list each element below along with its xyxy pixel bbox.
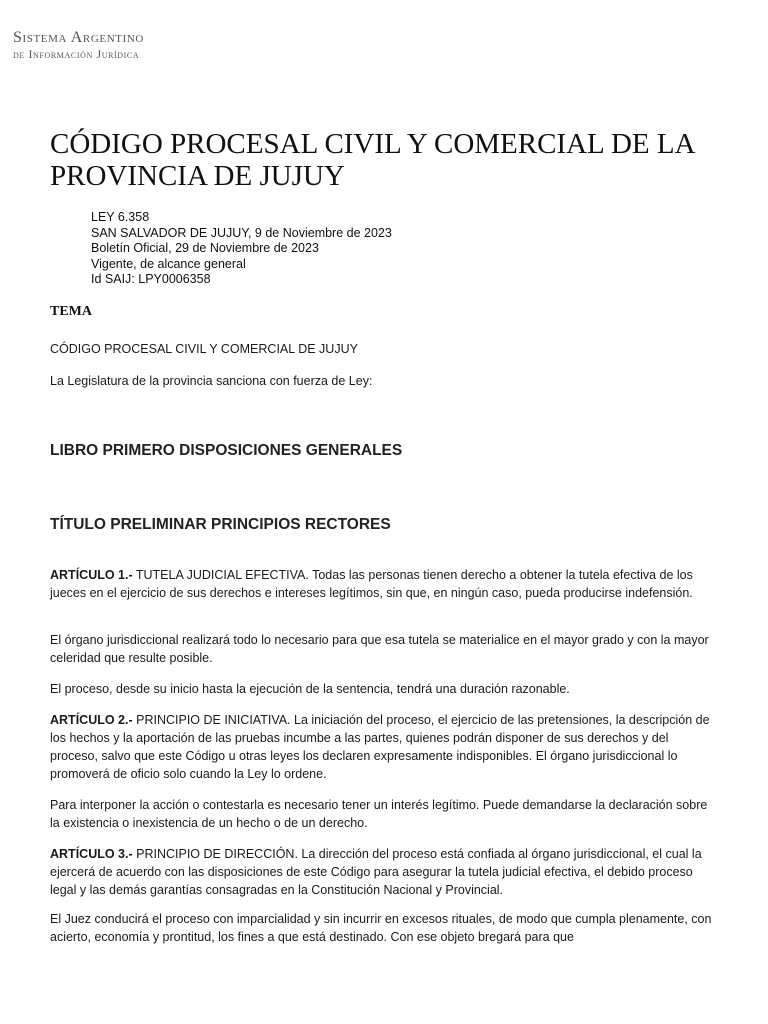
enactment-clause: La Legislatura de la provincia sanciona con fuerza de Ley: bbox=[50, 374, 373, 388]
article-2 bbox=[50, 711, 715, 783]
article-1 bbox=[50, 566, 715, 602]
validity: Vigente, de alcance general bbox=[91, 256, 246, 271]
official-bulletin: Boletín Oficial, 29 de Noviembre de 2023 bbox=[91, 241, 319, 255]
tema-text: CÓDIGO PROCESAL CIVIL Y COMERCIAL DE JUJUY bbox=[50, 342, 358, 356]
law-metadata bbox=[91, 210, 392, 288]
article-2-label: ARTÍCULO 2.- bbox=[50, 713, 133, 727]
article-1-text: TUTELA JUDICIAL EFECTIVA. Todas las personas tienen derecho a obtener la tutela efectiva de los jueces en el ejercicio de sus derechos e intereses legítimos, sin que, en ningún caso, pueda producirse indefensión. bbox=[50, 568, 693, 600]
book-heading: LIBRO PRIMERO DISPOSICIONES GENERALES bbox=[50, 442, 403, 459]
article-3-label: ARTÍCULO 3.- bbox=[50, 847, 133, 861]
article-2-paragraph-2: Para interponer la acción o contestarla es necesario tener un interés legítimo. Puede demandarse la declaración sobre la existencia o inexistencia de un hecho o de un derecho. bbox=[50, 798, 708, 830]
document-title: CÓDIGO PROCESAL CIVIL Y COMERCIAL DE LA PROVINCIA DE JUJUY bbox=[50, 128, 694, 192]
article-3-paragraph-2: El Juez conducirá el proceso con imparcialidad y sin incurrir en excesos rituales, de modo que cumpla plenamente, con acierto, economía y prontitud, los fines a que está destinado. Con ese objeto bregará para que bbox=[50, 912, 712, 944]
logo-line-2: de Información Jurídica bbox=[13, 47, 140, 61]
law-number: LEY 6.358 bbox=[91, 210, 150, 224]
article-1-label: ARTÍCULO 1.- bbox=[50, 568, 133, 582]
saij-id: Id SAIJ: LPY0006358 bbox=[91, 272, 211, 286]
place-date: SAN SALVADOR DE JUJUY, 9 de Noviembre de 2023 bbox=[91, 225, 392, 240]
logo-line-1: Sistema Argentino bbox=[13, 29, 144, 46]
tema-heading: TEMA bbox=[50, 304, 92, 319]
article-3 bbox=[50, 845, 715, 899]
article-3-text: PRINCIPIO DE DIRECCIÓN. La dirección del proceso está confiada al órgano jurisdiccional, el cual la ejercerá de acuerdo con las disposiciones de este Código para asegurar la tutela judicial efectiva, el debido proceso legal y las demás garantías consagradas en la Constitución Nacional y Provincial. bbox=[50, 847, 702, 897]
article-1-paragraph-2: El órgano jurisdiccional realizará todo lo necesario para que esa tutela se materialice en el mayor grado y con la mayor celeridad que resulte posible. bbox=[50, 633, 709, 665]
article-2-text: PRINCIPIO DE INICIATIVA. La iniciación del proceso, el ejercicio de las pretensiones, la descripción de los hechos y la aportación de las pruebas incumbe a las partes, quienes podrán disponer de sus derechos y del proceso, salvo que este Código u otras leyes los declaren expresamente indisponibles. El órgano jurisdiccional lo promoverá de oficio solo cuando la Ley lo ordene. bbox=[50, 713, 710, 781]
saij-logo bbox=[13, 29, 144, 61]
article-1-paragraph-3: El proceso, desde su inicio hasta la ejecución de la sentencia, tendrá una duración razonable. bbox=[50, 682, 570, 696]
title-heading: TÍTULO PRELIMINAR PRINCIPIOS RECTORES bbox=[50, 516, 391, 533]
